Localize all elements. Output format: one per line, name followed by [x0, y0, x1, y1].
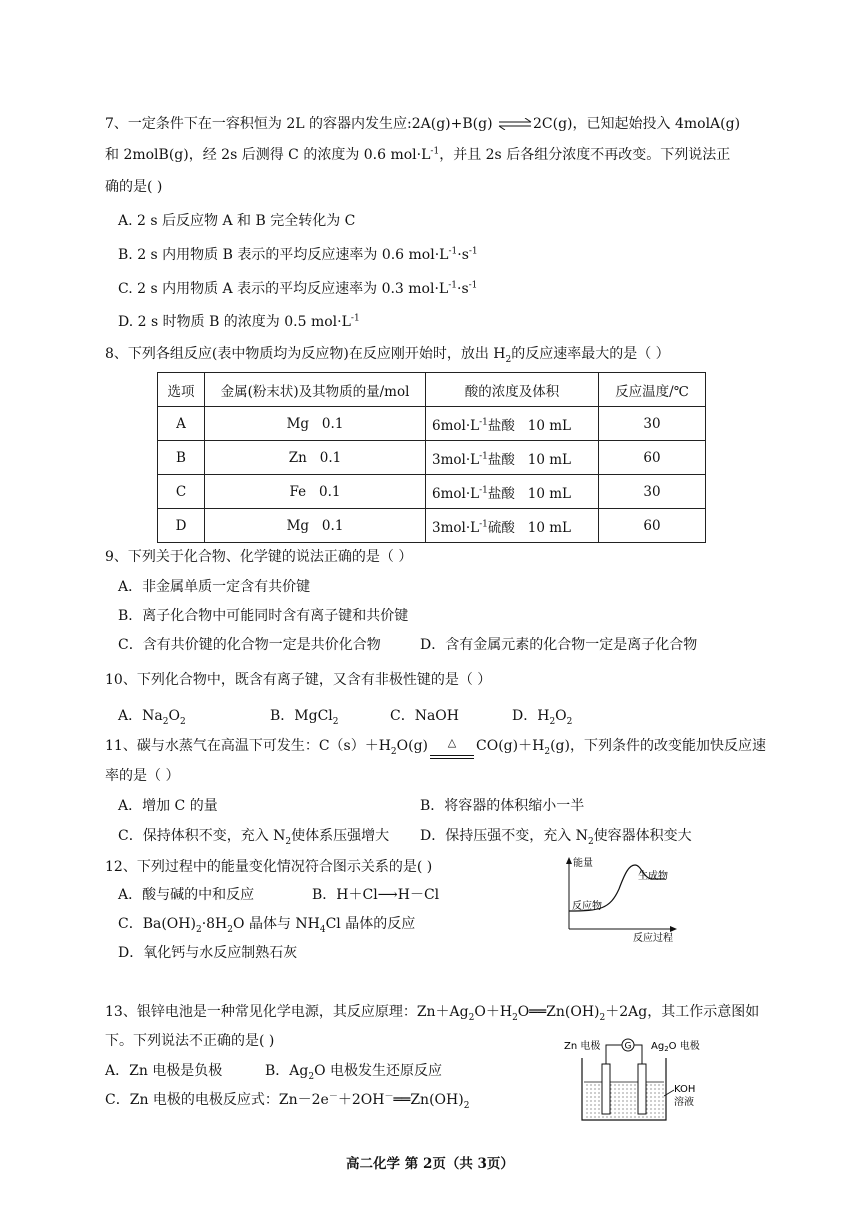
cell-metal: Mg 0.1 — [205, 509, 426, 543]
solution-label: 溶液 — [674, 1097, 694, 1108]
zn-electrode — [602, 1064, 610, 1114]
table-row — [158, 475, 706, 509]
q12-option-a: A．酸与碱的中和反应 — [118, 887, 255, 903]
q7-line3: 确的是( ) — [105, 179, 163, 195]
cell-option: B — [158, 441, 205, 475]
q13-line1: 13、银锌电池是一种常见化学电源，其反应原理：$Zn+Ag_2O+H_2O══Zn(OH)_2+2Ag$，其工作示意图如 — [105, 1004, 760, 1023]
reactant-label: 反应物 — [572, 901, 602, 912]
cell-metal: Fe 0.1 — [205, 475, 426, 509]
page-footer: 高二化学 第 2页（共 3页） — [346, 1156, 514, 1172]
cell-temperature: 30 — [599, 407, 706, 441]
cell-acid: $3mol\cdot L^{-1}$硫酸 10 mL — [426, 509, 599, 543]
q10-option-c: C．NaOH — [390, 708, 459, 724]
q11-option-c: C．保持体积不变，充入 $N_2$使体系压强增大 — [118, 828, 390, 847]
q9-stem: 9、下列关于化合物、化学键的说法正确的是（ ） — [105, 549, 413, 565]
q13-option-c: C．Zn 电极的电极反应式：$Zn-2e^-+2OH^-══Zn(OH)_2$ — [105, 1091, 470, 1111]
q7-option-c: C. 2 s 内用物质 A 表示的平均反应速率为 0.3 $mol\cdot L^{-1}\cdot s^{-1}$ — [118, 280, 478, 297]
header-temperature: 反应温度/℃ — [599, 373, 706, 407]
cell-acid: $3mol\cdot L^{-1}$盐酸 10 mL — [426, 441, 599, 475]
q9-option-a: A．非金属单质一定含有共价键 — [118, 579, 311, 595]
ag2o-electrode — [638, 1064, 646, 1114]
zn-electrode-label: Zn 电极 — [564, 1041, 601, 1052]
header-option: 选项 — [158, 373, 205, 407]
q9-option-c: C．含有共价键的化合物一定是共价化合物 — [118, 637, 381, 653]
cell-option: D — [158, 509, 205, 543]
q8-table — [157, 372, 706, 543]
product-label: 生成物 — [638, 871, 668, 882]
q13-option-b: B．$Ag_2O$ 电极发生还原反应 — [265, 1063, 443, 1082]
equilibrium-arrow-icon — [497, 118, 533, 130]
q13-option-a: A．Zn 电极是负极 — [105, 1063, 223, 1079]
table-row — [158, 441, 706, 475]
heating-condition: △ — [428, 739, 476, 753]
q11-option-b: B．将容器的体积缩小一半 — [420, 798, 585, 814]
cell-temperature: 60 — [599, 509, 706, 543]
cell-acid: $6mol\cdot L^{-1}$盐酸 10 mL — [426, 407, 599, 441]
cell-acid: $6mol\cdot L^{-1}$盐酸 10 mL — [426, 475, 599, 509]
cell-option: A — [158, 407, 205, 441]
table-row — [158, 509, 706, 543]
cell-temperature: 30 — [599, 475, 706, 509]
q11-option-d: D．保持压强不变，充入 $N_2$使容器体积变大 — [420, 828, 692, 847]
q7-line2: 和 2molB(g)，经 2s 后测得 C 的浓度为 0.6 $mol\cdot L^{-1}$，并且 2s 后各组分浓度不再改变。下列说法正 — [105, 146, 731, 163]
q9-option-b: B．离子化合物中可能同时含有离子键和共价键 — [118, 608, 409, 624]
q12-option-b: B．H＋Cl⟶H－Cl — [312, 887, 440, 903]
q11-option-a: A．增加 C 的量 — [118, 798, 218, 814]
energy-diagram — [555, 853, 685, 943]
cell-metal: Mg 0.1 — [205, 407, 426, 441]
table-row — [158, 407, 706, 441]
q7-option-d: D. 2 s 时物质 B 的浓度为 0.5 $mol\cdot L^{-1}$ — [118, 313, 360, 330]
q8-stem: 8、下列各组反应(表中物质均为反应物)在反应刚开始时，放出 $H_2$的反应速率最大的是（ ） — [105, 346, 670, 365]
q7-line1: 7、一定条件下在一容积恒为 2L 的容器内发生应:2A(g)+B(g) 2C(g)，已知起始投入 4molA(g) — [105, 116, 741, 132]
q13-line2: 下。下列说法不正确的是( ) — [105, 1033, 275, 1049]
q12-option-d: D．氧化钙与水反应制熟石灰 — [118, 945, 298, 961]
cell-temperature: 60 — [599, 441, 706, 475]
cell-metal: Zn 0.1 — [205, 441, 426, 475]
q7-option-b: B. 2 s 内用物质 B 表示的平均反应速率为 0.6 $mol\cdot L^{-1}\cdot s^{-1}$ — [118, 246, 478, 263]
q10-option-a: A．$Na_2O_2$ — [118, 708, 186, 727]
header-metal: 金属(粉末状)及其物质的量/mol — [205, 373, 426, 407]
q12-stem: 12、下列过程中的能量变化情况符合图示关系的是( ) — [105, 859, 433, 875]
ag2o-electrode-label: $Ag_2O$ 电极 — [651, 1041, 700, 1053]
process-axis-label: 反应过程 — [633, 933, 673, 943]
q12-option-c: C．$Ba(OH)_2\cdot 8H_2O$ 晶体与 $NH_4Cl$ 晶体的反应 — [118, 916, 416, 935]
q10-option-b: B．MgCl$_2$ — [270, 708, 339, 727]
q11-line2: 率的是（ ） — [105, 768, 180, 784]
q10-stem: 10、下列化合物中，既含有离子键，又含有非极性键的是（ ） — [105, 672, 492, 688]
cell-option: C — [158, 475, 205, 509]
table-header-row — [158, 373, 706, 407]
q11-line1: 11、碳与水蒸气在高温下可发生：$C(s)+H_2O(g)$ △ $CO(g)+H_2(g)$，下列条件的改变能加快反应速 — [105, 739, 766, 753]
header-acid: 酸的浓度及体积 — [426, 373, 599, 407]
q10-option-d: D．$H_2O_2$ — [512, 708, 573, 727]
energy-axis-label: 能量 — [573, 858, 593, 869]
q9-option-d: D．含有金属元素的化合物一定是离子化合物 — [420, 637, 698, 653]
svg-text:G: G — [624, 1041, 632, 1052]
koh-label: KOH — [674, 1084, 696, 1095]
q7-option-a: A. 2 s 后反应物 A 和 B 完全转化为 C — [118, 213, 356, 229]
battery-diagram — [562, 1036, 712, 1122]
